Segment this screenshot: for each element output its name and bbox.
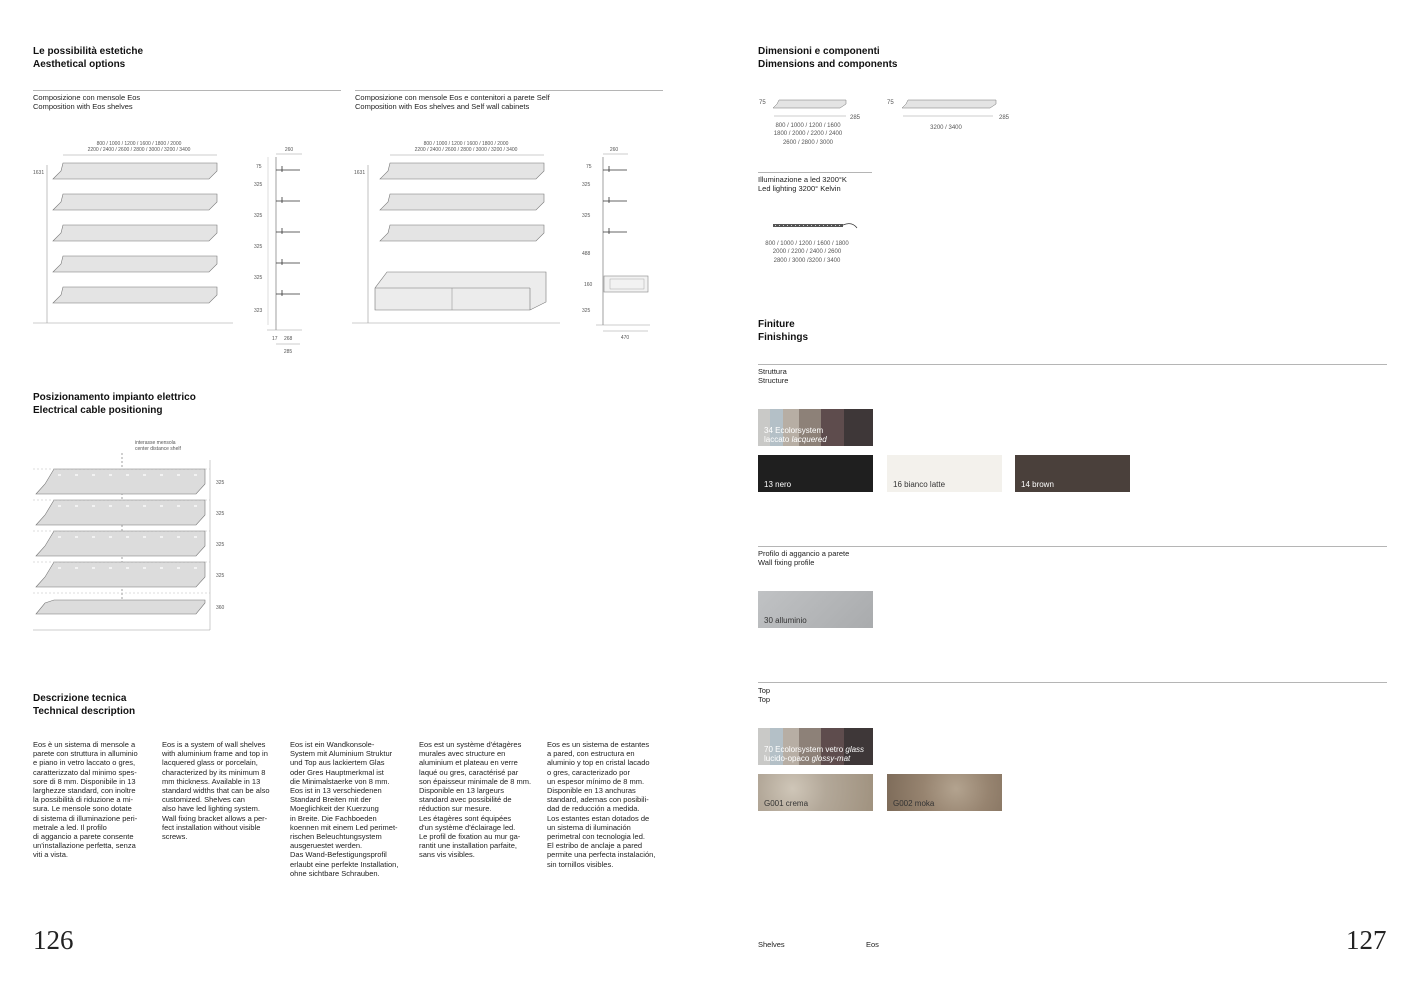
- shelf2-height: 75: [887, 100, 894, 106]
- description-italian: Eos è un sistema di mensole a parete con struttura in alluminio e piano in vetro laccato o gres, caratterizzato dal minimo spes- sore di 8 mm. Disponibile in 13 larghezze standard, con inoltre la possibilità di riduzione a mi- sura. Le mensole sono dotate di sistema di illuminazione peri- metrale a led. Il profilo di aggancio a parete consente un'installazione perfetta, senza viti a vista.: [33, 740, 138, 860]
- palette-sub-it: laccato: [764, 435, 792, 444]
- comp1-widths-1: 800 / 1000 / 1200 / 1600 / 1800 / 2000: [96, 141, 182, 147]
- page-number: 127: [1346, 925, 1387, 955]
- swatch-label: G002 moka: [893, 799, 935, 808]
- caption-english: Led lighting 3200° Kelvin: [758, 184, 841, 193]
- side-depth: 260: [284, 147, 294, 153]
- side-gap: 160: [584, 282, 593, 288]
- title-english: Aesthetical options: [33, 59, 126, 70]
- palette-name: 70 Ecolorsystem vetro: [764, 745, 846, 754]
- divider: [758, 364, 1387, 365]
- shelf1-widths: 2600 / 2800 / 3000: [782, 140, 834, 146]
- swatch-14-brown[interactable]: [1015, 455, 1130, 492]
- side-gap: 325: [254, 275, 263, 281]
- side-gap: 325: [582, 213, 591, 219]
- palette-sub-en: lacquered: [791, 435, 827, 444]
- label-italian: Profilo di aggancio a parete: [758, 549, 850, 558]
- profile-label: [758, 549, 849, 567]
- side-foot-b: 268: [284, 336, 293, 342]
- description-french: Eos est un système d'étagères murales avec structure en aluminium et plateau en verre laqué ou gres, caractérisé par son épaisseur minimale de 8 mm. Disponible en 13 largeurs standard avec possibilité de réduction sur mesure. Les étagères sont équipées d'un système d'éclairage led. Le profil de fixation au mur ga- rantit une installation parfaite, sans vis visibles.: [419, 740, 532, 860]
- side-top: 75: [586, 164, 592, 170]
- page-number: 126: [33, 925, 74, 955]
- caption-english: Composition with Eos shelves: [33, 102, 133, 111]
- title-italian: Dimensioni e componenti: [758, 46, 880, 57]
- swatch-label: 16 bianco latte: [893, 480, 946, 489]
- title-italian: Le possibilità estetiche: [33, 46, 144, 57]
- shelf1-depth: 285: [850, 115, 861, 121]
- comp2-height: 1631: [354, 170, 366, 176]
- swatch-30-alluminio[interactable]: [758, 591, 873, 628]
- electrical-gap: 325: [216, 542, 225, 548]
- side-bottom: 323: [254, 308, 263, 314]
- electrical-gap: 325: [216, 573, 225, 579]
- divider: [758, 546, 1387, 547]
- side-gap: 325: [582, 308, 591, 314]
- shelf1-widths: 800 / 1000 / 1200 / 1600: [775, 123, 841, 129]
- side-gap: 325: [254, 244, 263, 250]
- title-english: Technical description: [33, 706, 136, 717]
- side-gap: 325: [254, 213, 263, 219]
- palette-sub-it: lucido-opaco: [764, 754, 812, 763]
- shelf2-widths: 3200 / 3400: [930, 125, 962, 131]
- comp1-height: 1631: [33, 170, 45, 176]
- side-gap: 325: [582, 182, 591, 188]
- swatch-13-nero[interactable]: [758, 455, 873, 492]
- swatch-label: 13 nero: [764, 480, 792, 489]
- title-italian: Descrizione tecnica: [33, 693, 127, 704]
- structure-palette-swatch[interactable]: [758, 409, 873, 446]
- palette-name-en: glass: [845, 745, 865, 754]
- label-english: Wall fixing profile: [758, 558, 815, 567]
- palette-sub-en: glossy-mat: [811, 754, 851, 763]
- swatch-g002-moka[interactable]: [887, 774, 1002, 811]
- swatch-label: [764, 426, 827, 444]
- title-english: Electrical cable positioning: [33, 405, 163, 416]
- caption-english: Composition with Eos shelves and Self wall cabinets: [355, 102, 530, 111]
- title-english: Finishings: [758, 332, 808, 343]
- side-foot-a: 17: [272, 336, 278, 342]
- label-english: Top: [758, 695, 771, 704]
- side-foot-total: 470: [620, 335, 630, 341]
- title-italian: Finiture: [758, 319, 795, 330]
- led-widths: 2000 / 2200 / 2400 / 2600: [772, 249, 842, 255]
- footer-product: Eos: [866, 940, 879, 949]
- title-italian: Posizionamento impianto elettrico: [33, 392, 196, 403]
- swatch-label: 30 alluminio: [764, 616, 807, 625]
- shelf1-height: 75: [759, 100, 766, 106]
- description-german: Eos ist ein Wandkonsole- System mit Aluminium Struktur und Top aus lackiertem Glas oder Gres Hauptmerkmal ist die Minimalstaerke von 8 mm. Eos ist in 13 verschiedenen Standard Breiten mit der Moeglichkeit der Kuerzung in Breite. Die Fachboeden koennen mit einem Led perimet- rischen Beleuchtungsystem ausgeruestet werden. Das Wand-Befestigungsprofil erlaubt eine perfekte Installation, ohne sichtbare Schrauben.: [290, 740, 399, 878]
- electrical-gap: 325: [216, 480, 225, 486]
- top-label: [758, 686, 770, 704]
- swatch-label: G001 crema: [764, 799, 809, 808]
- swatch-g001-crema[interactable]: [758, 774, 873, 811]
- side-gap: 325: [254, 182, 263, 188]
- caption-italian: Composizione con mensole Eos: [33, 93, 141, 102]
- caption-italian: Illuminazione a led 3200°K: [758, 175, 847, 184]
- top-palette-swatch[interactable]: [758, 728, 873, 765]
- led-widths: 2800 / 3000 /3200 / 3400: [773, 258, 841, 264]
- label-english: Structure: [758, 376, 789, 385]
- comp2-widths-2: 2200 / 2400 / 2600 / 2800 / 3000 / 3200 / 3400: [414, 147, 518, 153]
- palette-color: [844, 409, 873, 446]
- shelf1-widths: 1800 / 2000 / 2200 / 2400: [773, 131, 843, 137]
- palette-name: 34 Ecolorsystem: [764, 426, 824, 435]
- led-cable: [843, 224, 857, 228]
- electrical-gap: 360: [216, 605, 225, 611]
- shelf2-depth: 285: [999, 115, 1010, 121]
- title-english: Dimensions and components: [758, 59, 898, 70]
- side-gap: 488: [582, 251, 591, 257]
- electrical-note-it: interasse mensola: [135, 440, 176, 446]
- description-english: Eos is a system of wall shelves with aluminium frame and top in lacquered glass or porcelain, characterized by its minimum 8 mm thickness. Available in 13 standard widths that can be also customized. Shelves can also have led lighting system. Wall fixing bracket allows a per- fect installation without visible screws.: [162, 740, 270, 842]
- label-italian: Struttura: [758, 367, 787, 376]
- comp1-widths-2: 2200 / 2400 / 2600 / 2800 / 3000 / 3200 / 3400: [87, 147, 191, 153]
- caption-italian: Composizione con mensole Eos e contenitori a parete Self: [355, 93, 550, 102]
- led-widths: 800 / 1000 / 1200 / 1600 / 1800: [765, 241, 849, 247]
- side-top: 75: [256, 164, 262, 170]
- finishings-title: [758, 318, 808, 344]
- swatch-label: 14 brown: [1021, 480, 1054, 489]
- side-depth: 260: [609, 147, 619, 153]
- swatch-16-bianco-latte[interactable]: [887, 455, 1002, 492]
- electrical-note-en: center distance shelf: [135, 446, 181, 452]
- label-italian: Top: [758, 686, 771, 695]
- comp2-widths-1: 800 / 1000 / 1200 / 1600 / 1800 / 2000: [423, 141, 509, 147]
- description-spanish: Eos es un sistema de estantes a pared, con estructura en aluminio y top en cristal lacado o gres, caracterizado por un espesor mínimo de 8 mm. Disponible en 13 anchuras standard, ademas con posibili- dad de reducción a medida. Los estantes estan dotados de un sistema di iluminación perimetral con tecnologia led. El estribo de anclaje a pared permite una perfecta instalación, sin tornillos visibles.: [547, 740, 656, 869]
- divider: [758, 682, 1387, 683]
- footer-category: Shelves: [758, 940, 785, 949]
- electrical-gap: 325: [216, 511, 225, 517]
- swatch-label: [764, 745, 864, 763]
- structure-label: [758, 367, 788, 385]
- side-foot-total: 285: [283, 349, 293, 355]
